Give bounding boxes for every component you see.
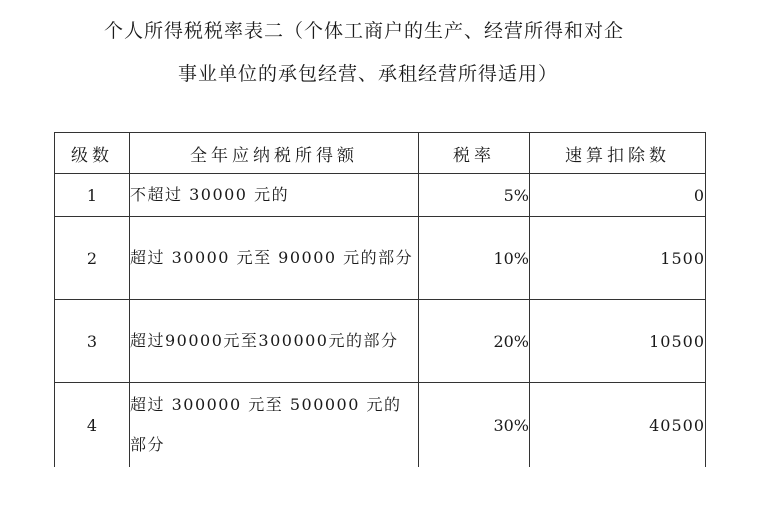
cell-income-range: 超过90000元至300000元的部分 bbox=[130, 300, 419, 383]
cell-income-range: 超过 30000 元至 90000 元的部分 bbox=[130, 217, 419, 300]
cell-level: 1 bbox=[55, 174, 130, 217]
page-bottom-margin bbox=[0, 468, 764, 521]
table-row bbox=[55, 217, 706, 300]
cell-level: 3 bbox=[55, 300, 130, 383]
tax-rate-table bbox=[54, 132, 706, 467]
table-row bbox=[55, 300, 706, 383]
table-title-line-1: 个人所得税税率表二（个体工商户的生产、经营所得和对企 bbox=[104, 20, 625, 42]
header-tax-rate: 税率 bbox=[419, 133, 530, 174]
cell-income-range: 超过 300000 元至 500000 元的部分 bbox=[130, 383, 419, 468]
table-title-line-2: 事业单位的承包经营、承租经营所得适用） bbox=[178, 63, 559, 85]
cell-tax-rate: 30% bbox=[419, 383, 530, 468]
cell-tax-rate: 10% bbox=[419, 217, 530, 300]
cell-tax-rate: 5% bbox=[419, 174, 530, 217]
cell-quick-deduction: 10500 bbox=[530, 300, 706, 383]
cell-quick-deduction: 40500 bbox=[530, 383, 706, 468]
cell-level: 2 bbox=[55, 217, 130, 300]
cell-quick-deduction: 0 bbox=[530, 174, 706, 217]
table-header-row bbox=[55, 133, 706, 174]
cell-quick-deduction: 1500 bbox=[530, 217, 706, 300]
header-taxable-income: 全年应纳税所得额 bbox=[130, 133, 419, 174]
header-level: 级数 bbox=[55, 133, 130, 174]
cell-tax-rate: 20% bbox=[419, 300, 530, 383]
table-row bbox=[55, 383, 706, 468]
cell-level: 4 bbox=[55, 383, 130, 468]
cell-income-range: 不超过 30000 元的 bbox=[130, 174, 419, 217]
header-quick-deduction: 速算扣除数 bbox=[530, 133, 706, 174]
table-row bbox=[55, 174, 706, 217]
